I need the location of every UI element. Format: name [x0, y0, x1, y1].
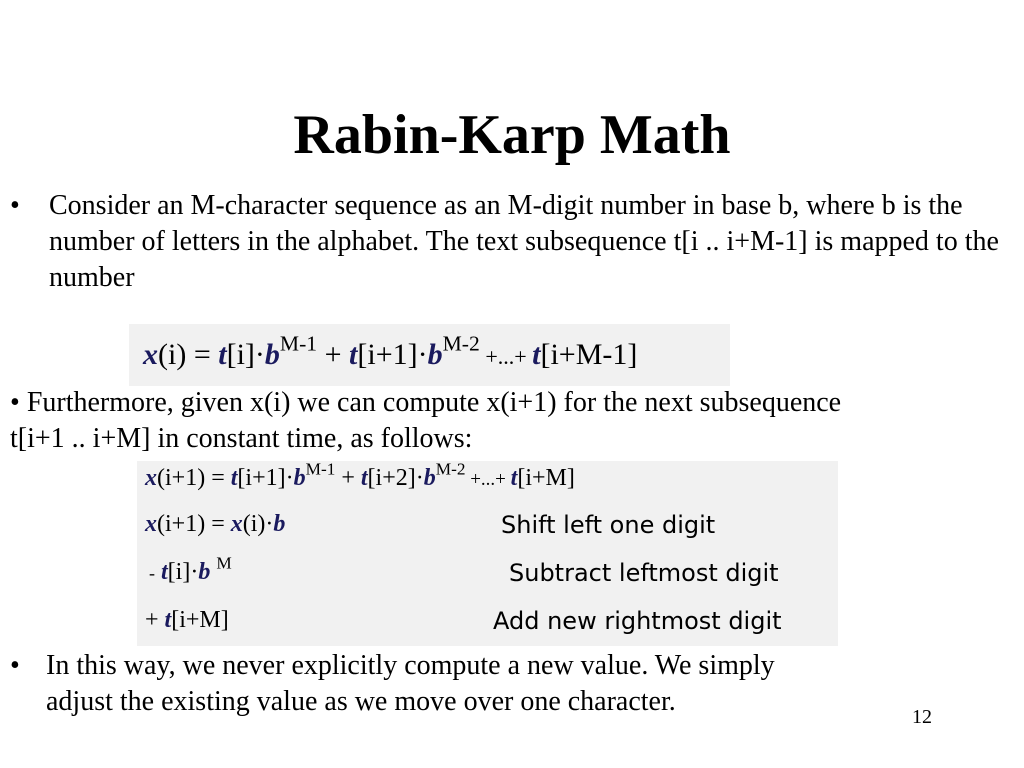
eq-rhs-arg: (i)·	[242, 511, 274, 537]
row-4-description: Add new rightmost digit	[493, 607, 782, 635]
var-t: t	[161, 559, 168, 585]
equation-row-4	[145, 607, 229, 634]
bullet-marker: •	[10, 190, 20, 221]
eq-term2-index: [i+1]·	[357, 338, 428, 371]
eq-minus-sign: -	[149, 563, 155, 583]
var-t: t	[360, 465, 368, 491]
eq-term2-exponent: M-2	[442, 331, 480, 356]
eq-plus: +	[317, 338, 350, 371]
var-x: x	[145, 511, 157, 537]
var-t: t	[349, 338, 358, 371]
row-2-description: Shift left one digit	[501, 511, 716, 539]
var-b: b	[293, 465, 306, 491]
eq-term1-exponent: M-1	[305, 459, 336, 479]
var-b: b	[273, 511, 286, 537]
eq-term2-exponent: M-2	[435, 459, 466, 479]
row-3-description: Subtract leftmost digit	[509, 559, 779, 587]
eq-ellipsis: +...+	[465, 469, 511, 490]
var-x: x	[230, 511, 243, 537]
var-b: b	[264, 338, 280, 371]
bullet-item-3	[10, 648, 910, 768]
eq-lhs-arg: (i+1)	[157, 465, 206, 491]
equation-row-1	[145, 459, 575, 492]
equation-x-of-i	[129, 324, 730, 386]
var-t: t	[532, 338, 541, 371]
var-t: t	[218, 338, 227, 371]
bullet-marker: •	[10, 387, 20, 418]
eq-sign: =	[186, 338, 219, 371]
var-x: x	[145, 465, 157, 491]
bullet-text-2: Furthermore, given x(i) we can compute x(i+1) for the next subsequence t[i+1 .. i+M] in constant time, as follows:	[10, 387, 842, 454]
eq-term3-index: [i+M]	[517, 465, 575, 491]
slide-title: Rabin-Karp Math	[293, 104, 731, 166]
var-b: b	[427, 338, 443, 371]
eq-index: [i+M]	[171, 607, 229, 633]
eq-term1-exponent: M-1	[279, 331, 318, 356]
var-t: t	[164, 607, 172, 633]
eq-term1-index: [i]·	[226, 338, 265, 371]
eq-lhs-arg: (i+1)	[157, 511, 206, 537]
var-t: t	[510, 465, 518, 491]
var-b: b	[198, 559, 211, 585]
var-x: x	[143, 338, 158, 371]
eq-term2-index: [i+2]·	[367, 465, 424, 491]
eq-term3-index: [i+M-1]	[540, 338, 638, 371]
equation-update-block	[137, 461, 838, 646]
eq-sign: =	[205, 511, 231, 537]
bullet-marker: •	[10, 650, 20, 681]
bullet-item-1	[10, 188, 1020, 300]
bullet-item-2	[10, 385, 870, 457]
equation-line	[143, 331, 638, 372]
eq-plus: +	[335, 465, 361, 491]
eq-sign: =	[205, 465, 231, 491]
eq-plus-sign: +	[145, 607, 159, 633]
eq-term1-index: [i+1]·	[237, 465, 294, 491]
bullet-text-3: In this way, we never explicitly compute a new value. We simply adjust the existing value as we move over one character.	[46, 650, 775, 717]
var-t: t	[230, 465, 238, 491]
var-b: b	[423, 465, 436, 491]
bullet-text-1: Consider an M-character sequence as an M-digit number in base b, where b is the number of letters in the alphabet. The text subsequence t[i .. i+M-1] is mapped to the number	[49, 190, 999, 293]
page-number: 12	[912, 706, 932, 728]
eq-ellipsis: +...+	[479, 344, 533, 369]
eq-exponent: M	[216, 553, 232, 573]
eq-index: [i]·	[167, 559, 199, 585]
eq-lhs-arg: (i)	[158, 338, 187, 371]
equation-row-3	[149, 553, 232, 586]
equation-row-2	[145, 511, 285, 538]
